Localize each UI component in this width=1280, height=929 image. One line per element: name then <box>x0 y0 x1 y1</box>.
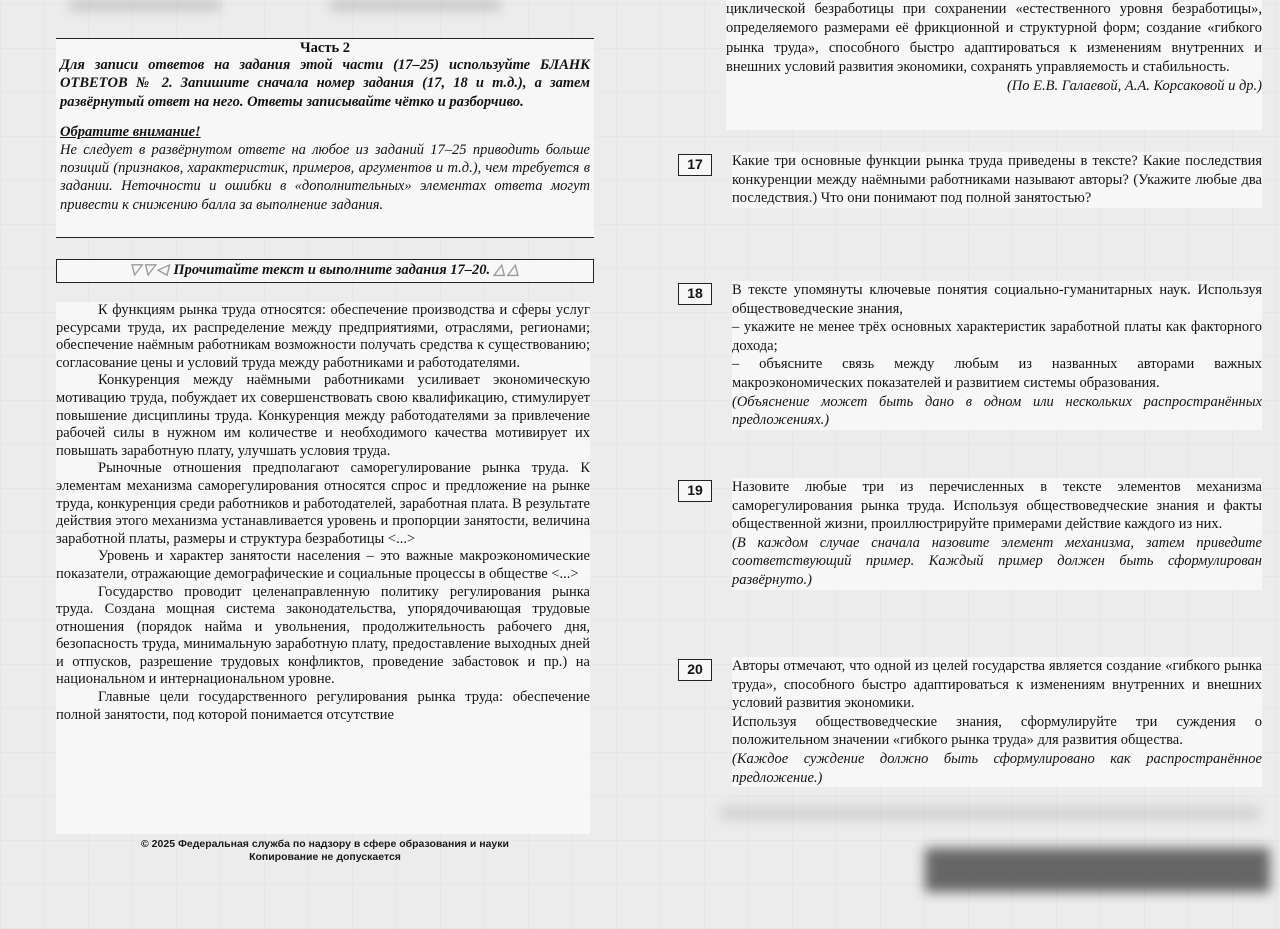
read-instruction <box>56 259 594 283</box>
question-number: 18 <box>678 283 712 305</box>
question-text <box>732 657 1262 787</box>
text-continuation <box>726 0 1262 130</box>
question-line: – объясните связь между любым из названных авторами важных макроэкономических показателей и развитием системы образования. <box>732 356 1262 391</box>
text-paragraph-6: Главные цели государственного регулирования рынка труда: обеспечение полной занятости, под которой понимается отсутствие <box>56 689 590 723</box>
page-footer <box>130 838 520 864</box>
read-instruction-text: Прочитайте текст и выполните задания 17–20. <box>173 262 491 278</box>
part-header <box>56 38 594 238</box>
question-line: Какие три основные функции рынка труда приведены в тексте? Какие последствия конкуренции между наёмными работниками называют авторы? (Укажите любые два последствия.) Что они понимают под полной занятостью? <box>732 153 1262 207</box>
question-note: (В каждом случае сначала назовите элемент механизма, затем приведите соответствующий пример. Каждый пример должен быть сформулирован развёрнуто.) <box>732 534 1262 588</box>
question-text <box>732 152 1262 208</box>
question-19 <box>678 478 1262 590</box>
part-title: Часть 2 <box>300 40 350 56</box>
text-paragraph-3: Рыночные отношения предполагают саморегулирование рынка труда. К элементам механизма саморегулирования относятся спрос и предложение на рынке труда, конкуренция среди работников и работодателей, заработная плата. В результате действия этого механизма устанавливается уровень и пропорции занятости, величина заработной платы, размеры и структура безработицы <...> <box>56 460 590 547</box>
blurred-barcode <box>925 848 1270 892</box>
text-paragraph-2: Конкуренция между наёмными работниками усиливает экономическую мотивацию труда, побуждает их совершенствовать свою квалификацию, стимулирует повышение дисциплины труда. Конкуренция между работодателями за привлечение рабочей силы в нужном им количестве и необходимого качества мотивирует их повышать заработную плату, улучшать условия труда. <box>56 372 590 459</box>
source-attribution: (По Е.В. Галаевой, А.А. Корсаковой и др.) <box>1006 78 1262 95</box>
question-17 <box>678 152 1262 208</box>
text-continuation-paragraph: циклической безработицы при сохранении «естественного уровня безработицы», определяемого размерами её фрикционной и структурной форм; создание «гибкого рынка труда», способного быстро адаптироваться к изменениям внутренних и внешних условий развития экономики, сохранять управляемость и стабильность. <box>726 1 1262 75</box>
question-line: Авторы отмечают, что одной из целей государства является создание «гибкого рынка труда», способного быстро адаптироваться к изменениям внутренних и внешних условий развития экономики. <box>732 658 1262 712</box>
triangle-decor-icon: ▽▽◁ <box>129 262 170 278</box>
question-note: (Объяснение может быть дано в одном или нескольких распространённых предложениях.) <box>732 393 1262 429</box>
question-line: В тексте упомянуты ключевые понятия социально-гуманитарных наук. Используя обществоведческие знания, <box>732 282 1262 317</box>
attention-title: Обратите внимание! <box>60 123 201 140</box>
reading-text <box>56 302 590 834</box>
question-number: 19 <box>678 480 712 502</box>
question-20 <box>678 657 1262 787</box>
question-text <box>732 478 1262 590</box>
question-line: Назовите любые три из перечисленных в тексте элементов механизма саморегулирования рынка труда. Используя обществоведческие знания и факты общественной жизни, проиллюстрируйте примерами действие каждого из них. <box>732 479 1262 533</box>
text-paragraph-1: К функциям рынка труда относятся: обеспечение производства и сферы услуг ресурсами труда, их распределение между предприятиями, отраслями, регионами; обеспечение наёмным работникам возможности получать средства к существованию; согласование цены и условий труда между работниками и работодателями. <box>56 302 590 371</box>
text-paragraph-4: Уровень и характер занятости населения – это важные макроэкономические показатели, отражающие демографические и социальные процессы в обществе <...> <box>56 548 590 582</box>
blurred-top-mid <box>330 0 500 10</box>
copyright-text: © 2025 Федеральная служба по надзору в сфере образования и науки <box>141 838 509 850</box>
text-paragraph-5: Государство проводит целенаправленную политику регулирования рынка труда. Создана мощная система законодательства, упорядочивающая трудовые отношения (порядок найма и увольнения, продолжительность рабочего дня, безопасность труда, минимальную заработную плату, предоставление выходных дней и отпусков, разрешение трудовых конфликтов, проведение забастовок и пр.) на национальном и интернациональном уровне. <box>56 583 590 688</box>
blurred-top-left <box>70 0 220 10</box>
question-note: (Каждое суждение должно быть сформулировано как распространённое предложение.) <box>732 750 1262 786</box>
question-number: 20 <box>678 659 712 681</box>
blurred-line <box>720 806 1260 820</box>
copy-notice: Копирование не допускается <box>249 851 401 863</box>
question-line: Используя обществоведческие знания, сформулируйте три суждения о положительном значении «гибкого рынка труда» для развития общества. <box>732 713 1262 749</box>
attention-text: Не следует в развёрнутом ответе на любое из заданий 17–25 приводить больше позиций (признаков, характеристик, примеров, аргументов и т.д.), чем требуется в задании. Неточности и ошибки в «дополнительных» элементах ответа могут привести к снижению балла за выполнение задания. <box>60 141 590 213</box>
question-number: 17 <box>678 154 712 176</box>
question-line: – укажите не менее трёх основных характеристик заработной платы как факторного дохода; <box>732 319 1262 354</box>
answer-instructions: Для записи ответов на задания этой части (17–25) используйте БЛАНК ОТВЕТОВ № 2. Запишите сначала номер задания (17, 18 и т.д.), а затем развёрнутый ответ на него. Ответы записывайте чётко и разборчиво. <box>60 57 590 110</box>
question-18 <box>678 281 1262 430</box>
triangle-decor-icon: △△ <box>493 262 521 278</box>
question-text <box>732 281 1262 430</box>
